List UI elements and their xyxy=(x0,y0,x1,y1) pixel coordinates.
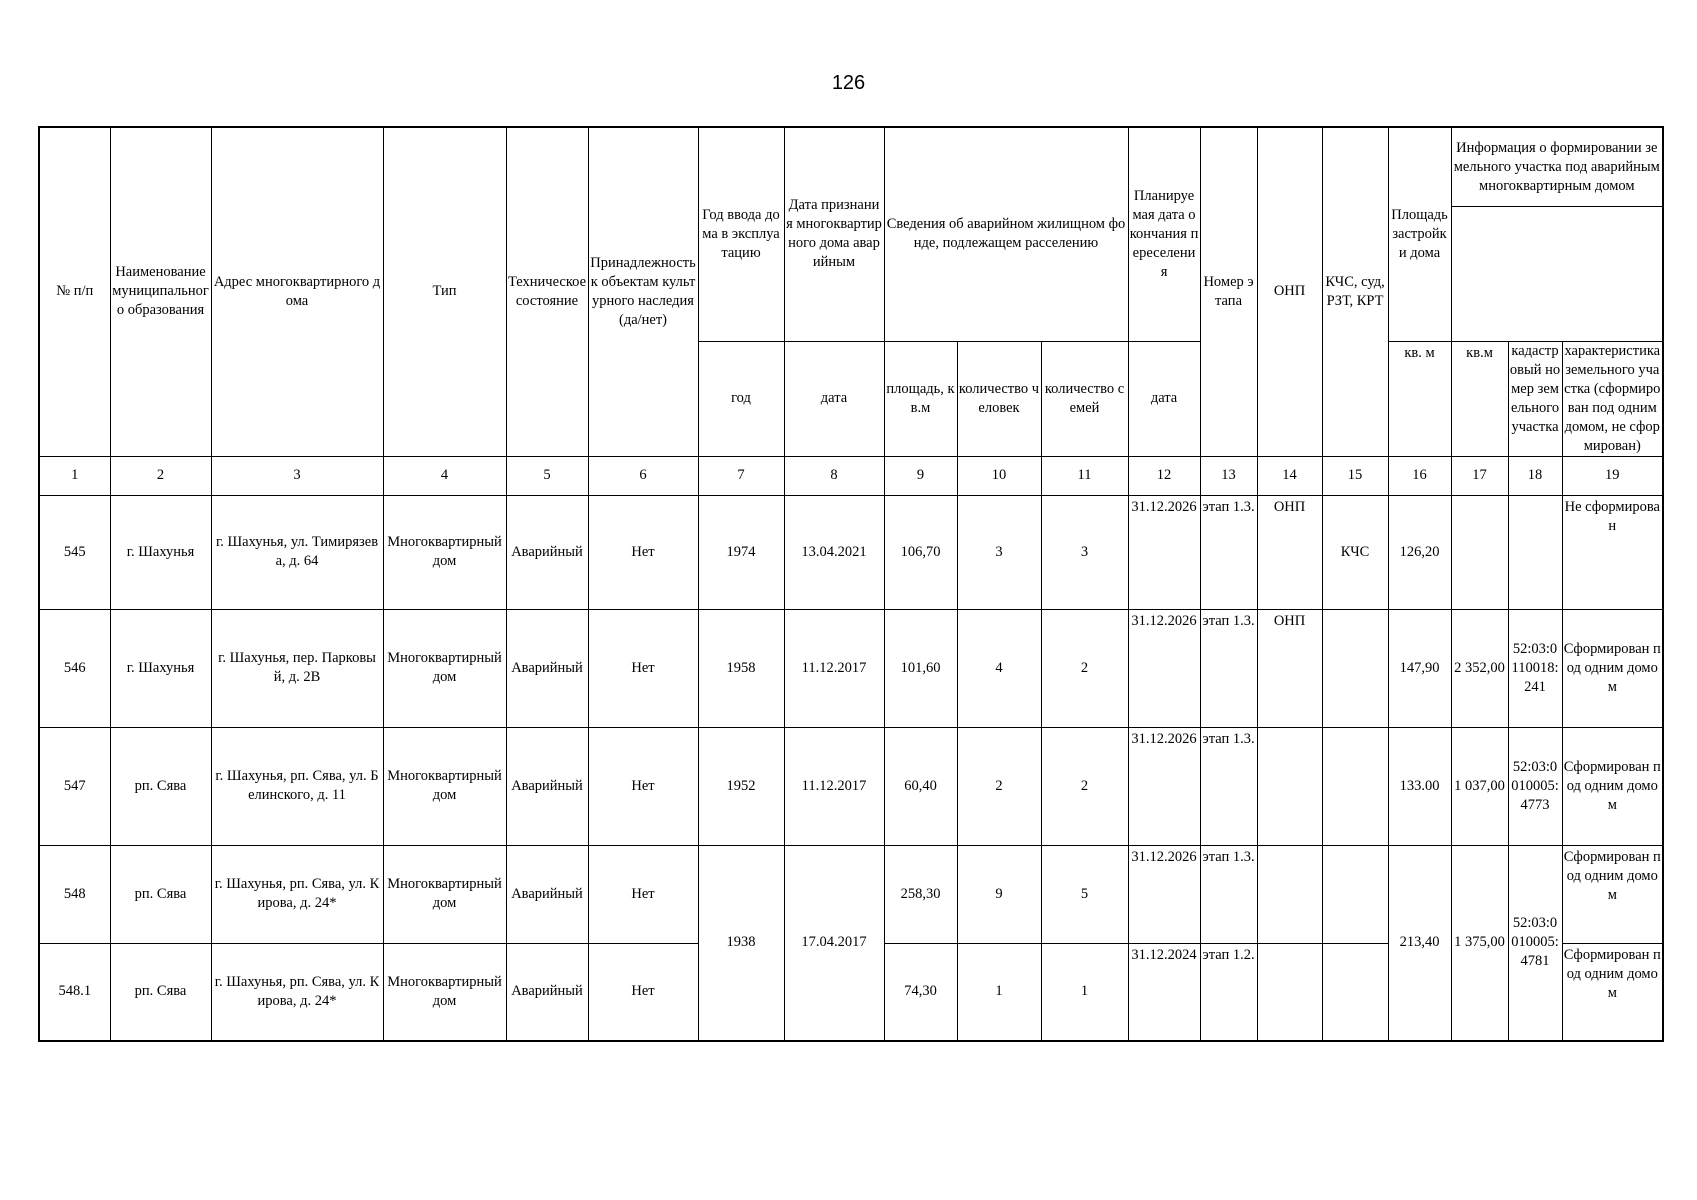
cell-end-date: 31.12.2026 xyxy=(1128,845,1200,943)
header-land-group: Информация о формировании земельного участка под аварийным многоквартирным домом xyxy=(1452,128,1663,207)
emergency-housing-table xyxy=(38,126,1664,1042)
col-number: 12 xyxy=(1128,456,1200,495)
header-land-info xyxy=(1451,127,1663,341)
header-address: Адрес многоквартирного дома xyxy=(211,127,383,456)
cell-families: 2 xyxy=(1041,609,1128,727)
col-number: 11 xyxy=(1041,456,1128,495)
subheader-planned-date: дата xyxy=(1128,341,1200,456)
cell-cadastre: 52:03:0110018:241 xyxy=(1508,609,1562,727)
cell-year: 1958 xyxy=(698,609,784,727)
cell-year: 1974 xyxy=(698,495,784,609)
cell-land-area xyxy=(1451,495,1508,609)
cell-state: Аварийный xyxy=(506,727,588,845)
cell-municipality: рп. Сява xyxy=(110,943,211,1041)
cell-end-date: 31.12.2024 xyxy=(1128,943,1200,1041)
cell-land-char: Сформирован под одним домом xyxy=(1562,845,1663,943)
cell-area: 258,30 xyxy=(884,845,957,943)
col-number: 3 xyxy=(211,456,383,495)
page-number: 126 xyxy=(831,72,866,94)
cell-onp xyxy=(1257,943,1322,1041)
cell-land-char: Сформирован под одним домом xyxy=(1562,943,1663,1041)
header-housing-info: Сведения об аварийном жилищном фонде, подлежащем расселению xyxy=(884,127,1128,341)
col-number: 9 xyxy=(884,456,957,495)
header-cadastre: кадастровый номер земельного участка xyxy=(1508,341,1562,456)
col-number: 5 xyxy=(506,456,588,495)
subheader-families: количество семей xyxy=(1041,341,1128,456)
cell-end-date: 31.12.2026 xyxy=(1128,727,1200,845)
cell-people: 3 xyxy=(957,495,1041,609)
cell-area: 74,30 xyxy=(884,943,957,1041)
cell-kchs xyxy=(1322,943,1388,1041)
header-num: № п/п xyxy=(39,127,110,456)
header-land-characteristic: характеристика земельного участка (сформирован под одним домом, не сформирован) xyxy=(1562,341,1663,456)
cell-onp: ОНП xyxy=(1257,495,1322,609)
col-number: 6 xyxy=(588,456,698,495)
header-recognition-date: Дата признания многоквартирного дома аварийным xyxy=(784,127,884,341)
header-build-area: Площадь застройки дома xyxy=(1388,127,1451,341)
cell-date: 13.04.2021 xyxy=(784,495,884,609)
cell-type: Многоквартирный дом xyxy=(383,495,506,609)
cell-municipality: г. Шахунья xyxy=(110,609,211,727)
cell-area: 60,40 xyxy=(884,727,957,845)
col-number: 14 xyxy=(1257,456,1322,495)
header-onp: ОНП xyxy=(1257,127,1322,456)
cell-people: 2 xyxy=(957,727,1041,845)
subheader-area: площадь, кв.м xyxy=(884,341,957,456)
col-number: 7 xyxy=(698,456,784,495)
cell-stage: этап 1.3. xyxy=(1200,727,1257,845)
col-number: 4 xyxy=(383,456,506,495)
cell-area: 106,70 xyxy=(884,495,957,609)
cell-land-char: Сформирован под одним домом xyxy=(1562,727,1663,845)
cell-onp: ОНП xyxy=(1257,609,1322,727)
cell-families: 3 xyxy=(1041,495,1128,609)
cell-kchs: КЧС xyxy=(1322,495,1388,609)
cell-date: 11.12.2017 xyxy=(784,609,884,727)
table-row xyxy=(39,495,1663,609)
header-stage: Номер этапа xyxy=(1200,127,1257,456)
cell-heritage: Нет xyxy=(588,727,698,845)
cell-stage: этап 1.3. xyxy=(1200,845,1257,943)
cell-onp xyxy=(1257,727,1322,845)
cell-address: г. Шахунья, пер. Парковый, д. 2В xyxy=(211,609,383,727)
header-municipality: Наименование муниципального образования xyxy=(110,127,211,456)
cell-cadastre: 52:03:0010005:4781 xyxy=(1508,845,1562,1041)
cell-stage: этап 1.2. xyxy=(1200,943,1257,1041)
col-number: 18 xyxy=(1508,456,1562,495)
col-number: 19 xyxy=(1562,456,1663,495)
header-year: Год ввода дома в эксплуатацию xyxy=(698,127,784,341)
cell-end-date: 31.12.2026 xyxy=(1128,495,1200,609)
cell-municipality: рп. Сява xyxy=(110,845,211,943)
cell-people: 1 xyxy=(957,943,1041,1041)
cell-address: г. Шахунья, рп. Сява, ул. Кирова, д. 24* xyxy=(211,845,383,943)
table-row xyxy=(39,609,1663,727)
cell-heritage: Нет xyxy=(588,495,698,609)
cell-address: г. Шахунья, рп. Сява, ул. Белинского, д. 11 xyxy=(211,727,383,845)
col-number: 10 xyxy=(957,456,1041,495)
col-number: 2 xyxy=(110,456,211,495)
cell-build-area: 133.00 xyxy=(1388,727,1451,845)
cell-municipality: рп. Сява xyxy=(110,727,211,845)
cell-cadastre: 52:03:0010005:4773 xyxy=(1508,727,1562,845)
col-number: 8 xyxy=(784,456,884,495)
cell-state: Аварийный xyxy=(506,943,588,1041)
cell-land-char: Сформирован под одним домом xyxy=(1562,609,1663,727)
cell-type: Многоквартирный дом xyxy=(383,845,506,943)
col-number: 1 xyxy=(39,456,110,495)
subheader-date: дата xyxy=(784,341,884,456)
cell-stage: этап 1.3. xyxy=(1200,495,1257,609)
cell-type: Многоквартирный дом xyxy=(383,609,506,727)
cell-state: Аварийный xyxy=(506,495,588,609)
cell-build-area: 147,90 xyxy=(1388,609,1451,727)
table-row xyxy=(39,727,1663,845)
cell-cadastre xyxy=(1508,495,1562,609)
cell-address: г. Шахунья, рп. Сява, ул. Кирова, д. 24* xyxy=(211,943,383,1041)
cell-state: Аварийный xyxy=(506,845,588,943)
cell-land-area: 2 352,00 xyxy=(1451,609,1508,727)
cell-heritage: Нет xyxy=(588,609,698,727)
cell-families: 1 xyxy=(1041,943,1128,1041)
cell-year: 1938 xyxy=(698,845,784,1041)
cell-families: 2 xyxy=(1041,727,1128,845)
cell-kchs xyxy=(1322,609,1388,727)
cell-build-area: 126,20 xyxy=(1388,495,1451,609)
subheader-year: год xyxy=(698,341,784,456)
cell-type: Многоквартирный дом xyxy=(383,943,506,1041)
col-number: 16 xyxy=(1388,456,1451,495)
cell-people: 9 xyxy=(957,845,1041,943)
cell-onp xyxy=(1257,845,1322,943)
cell-end-date: 31.12.2026 xyxy=(1128,609,1200,727)
cell-area: 101,60 xyxy=(884,609,957,727)
cell-num: 545 xyxy=(39,495,110,609)
cell-state: Аварийный xyxy=(506,609,588,727)
col-number: 17 xyxy=(1451,456,1508,495)
header-tech-state: Техническое состояние xyxy=(506,127,588,456)
header-heritage: Принадлежность к объектам культурного наследия (да/нет) xyxy=(588,127,698,456)
cell-year: 1952 xyxy=(698,727,784,845)
header-planned-date: Планируемая дата окончания переселения xyxy=(1128,127,1200,341)
subheader-build-area-unit: кв. м xyxy=(1388,341,1451,456)
cell-families: 5 xyxy=(1041,845,1128,943)
col-number: 13 xyxy=(1200,456,1257,495)
cell-land-char: Не сформирован xyxy=(1562,495,1663,609)
header-type: Тип xyxy=(383,127,506,456)
cell-num: 547 xyxy=(39,727,110,845)
cell-municipality: г. Шахунья xyxy=(110,495,211,609)
cell-land-area: 1 037,00 xyxy=(1451,727,1508,845)
cell-people: 4 xyxy=(957,609,1041,727)
cell-build-area: 213,40 xyxy=(1388,845,1451,1041)
table-row xyxy=(39,845,1663,943)
cell-num: 548.1 xyxy=(39,943,110,1041)
cell-address: г. Шахунья, ул. Тимирязева, д. 64 xyxy=(211,495,383,609)
cell-heritage: Нет xyxy=(588,943,698,1041)
cell-num: 548 xyxy=(39,845,110,943)
cell-type: Многоквартирный дом xyxy=(383,727,506,845)
cell-date: 11.12.2017 xyxy=(784,727,884,845)
cell-num: 546 xyxy=(39,609,110,727)
header-kchs: КЧС, суд, РЗТ, КРТ xyxy=(1322,127,1388,456)
col-number: 15 xyxy=(1322,456,1388,495)
cell-stage: этап 1.3. xyxy=(1200,609,1257,727)
cell-heritage: Нет xyxy=(588,845,698,943)
cell-kchs xyxy=(1322,845,1388,943)
subheader-people: количество человек xyxy=(957,341,1041,456)
subheader-land-area-unit: кв.м xyxy=(1451,341,1508,456)
cell-kchs xyxy=(1322,727,1388,845)
cell-land-area: 1 375,00 xyxy=(1451,845,1508,1041)
cell-date: 17.04.2017 xyxy=(784,845,884,1041)
